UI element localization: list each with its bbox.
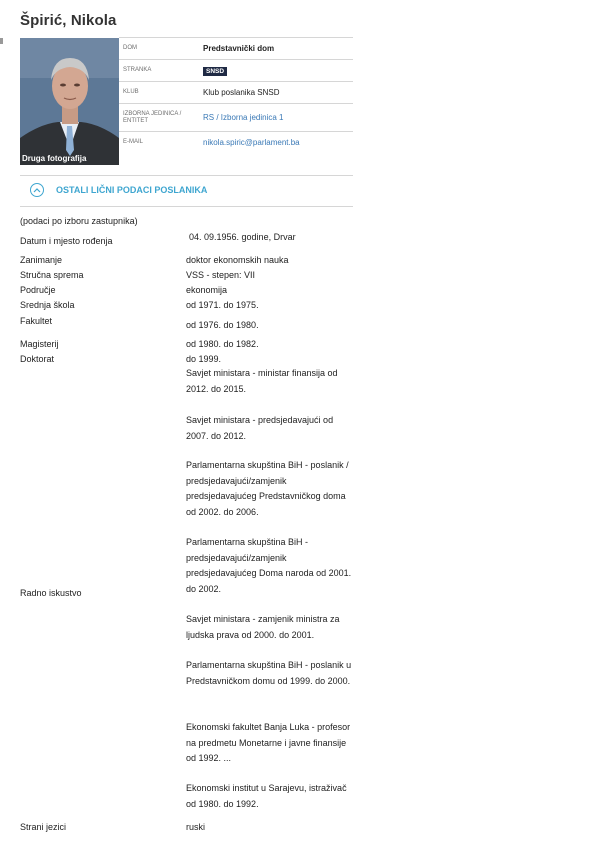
work-experience-entry: Savjet ministara - predsjedavajući od 2007. do 2012. (186, 415, 334, 441)
label-doktorat: Doktorat (20, 354, 55, 364)
section-title[interactable]: OSTALI LIČNI PODACI POSLANIKA (56, 185, 208, 195)
info-value-dom: Predstavnički dom (203, 44, 275, 53)
section-divider-top (20, 175, 353, 176)
info-label-email: E-MAIL (123, 138, 144, 145)
value-magisterij: od 1980. do 1982. (186, 339, 259, 349)
chevron-up-icon[interactable] (30, 183, 44, 197)
email-link[interactable]: nikola.spiric@parlament.ba (203, 137, 300, 147)
work-experience-entry: Parlamentarna skupština BiH - predsjedavajući/zamjenik predsjedavajućeg Doma naroda od 2001. do 2002. (186, 537, 352, 594)
info-row-email (119, 132, 353, 152)
value-fakultet: od 1976. do 1980. (186, 320, 259, 330)
left-edge-marker (0, 38, 3, 44)
work-experience-entry: Savjet ministara - zamjenik ministra za ljudska prava od 2000. do 2001. (186, 614, 340, 640)
info-row-dom (119, 38, 353, 60)
info-label-stranka: STRANKA (123, 67, 152, 73)
work-experience-entry: Parlamentarna skupština BiH - poslanik u Predstavničkom domu od 1999. do 2000. (186, 660, 352, 686)
portrait-image (20, 38, 119, 165)
personal-data-section-toggle[interactable] (30, 183, 207, 197)
value-podrucje: ekonomija (186, 285, 228, 295)
label-podrucje: Područje (20, 285, 56, 295)
section-note: (podaci po izboru zastupnika) (20, 216, 138, 226)
photo-caption-link[interactable]: Druga fotografija (22, 154, 87, 163)
info-row-jedinica (119, 104, 353, 132)
info-label-klub: KLUB (123, 89, 139, 95)
label-datum-rodjenja: Datum i mjesto rođenja (20, 236, 113, 246)
work-experience-entry: Parlamentarna skupština BiH - poslanik / predsjedavajući/zamjenik predsjedavajućeg Predstavničkog doma od 2002. do 2006. (186, 460, 349, 517)
info-label-jedinica: IZBORNA JEDINICA / ENTITET (123, 110, 182, 124)
member-photo[interactable] (20, 38, 119, 165)
info-label-dom: DOM (123, 45, 137, 51)
info-row-stranka (119, 60, 353, 82)
value-doktorat: do 1999. (186, 354, 222, 364)
value-datum-rodjenja: 04. 09.1956. godine, Drvar (189, 232, 296, 242)
party-badge: SNSD (203, 67, 227, 76)
label-zanimanje: Zanimanje (20, 255, 63, 265)
value-zanimanje: doktor ekonomskih nauka (186, 255, 289, 265)
info-value-jedinica-link[interactable]: RS / Izborna jedinica 1 (203, 113, 284, 122)
work-experience-entry: Ekonomski fakultet Banja Luka - profesor na predmetu Monetarne i javne finansije od 1992. ... (186, 722, 351, 763)
work-experience-entry: Savjet ministara - ministar finansija od 2012. do 2015. (186, 368, 338, 394)
label-strucna-sprema: Stručna sprema (20, 270, 84, 280)
info-value-klub: Klub poslanika SNSD (203, 88, 280, 97)
work-experience-entry: Ekonomski institut u Sarajevu, istraživač od 1980. do 1992. (186, 783, 347, 809)
label-radno-iskustvo: Radno iskustvo (20, 588, 82, 598)
info-value-stranka (203, 66, 353, 75)
info-row-klub (119, 82, 353, 104)
value-srednja-skola: od 1971. do 1975. (186, 300, 259, 310)
label-strani-jezici: Strani jezici (20, 822, 67, 832)
member-info-table (119, 37, 353, 152)
label-fakultet: Fakultet (20, 316, 53, 326)
member-name: Špirić, Nikola (20, 12, 117, 29)
label-srednja-skola: Srednja škola (20, 300, 75, 310)
value-strucna-sprema: VSS - stepen: VII (186, 270, 256, 280)
value-strani-jezici: ruski (186, 822, 206, 832)
section-divider-bottom (20, 206, 353, 207)
label-magisterij: Magisterij (20, 339, 59, 349)
